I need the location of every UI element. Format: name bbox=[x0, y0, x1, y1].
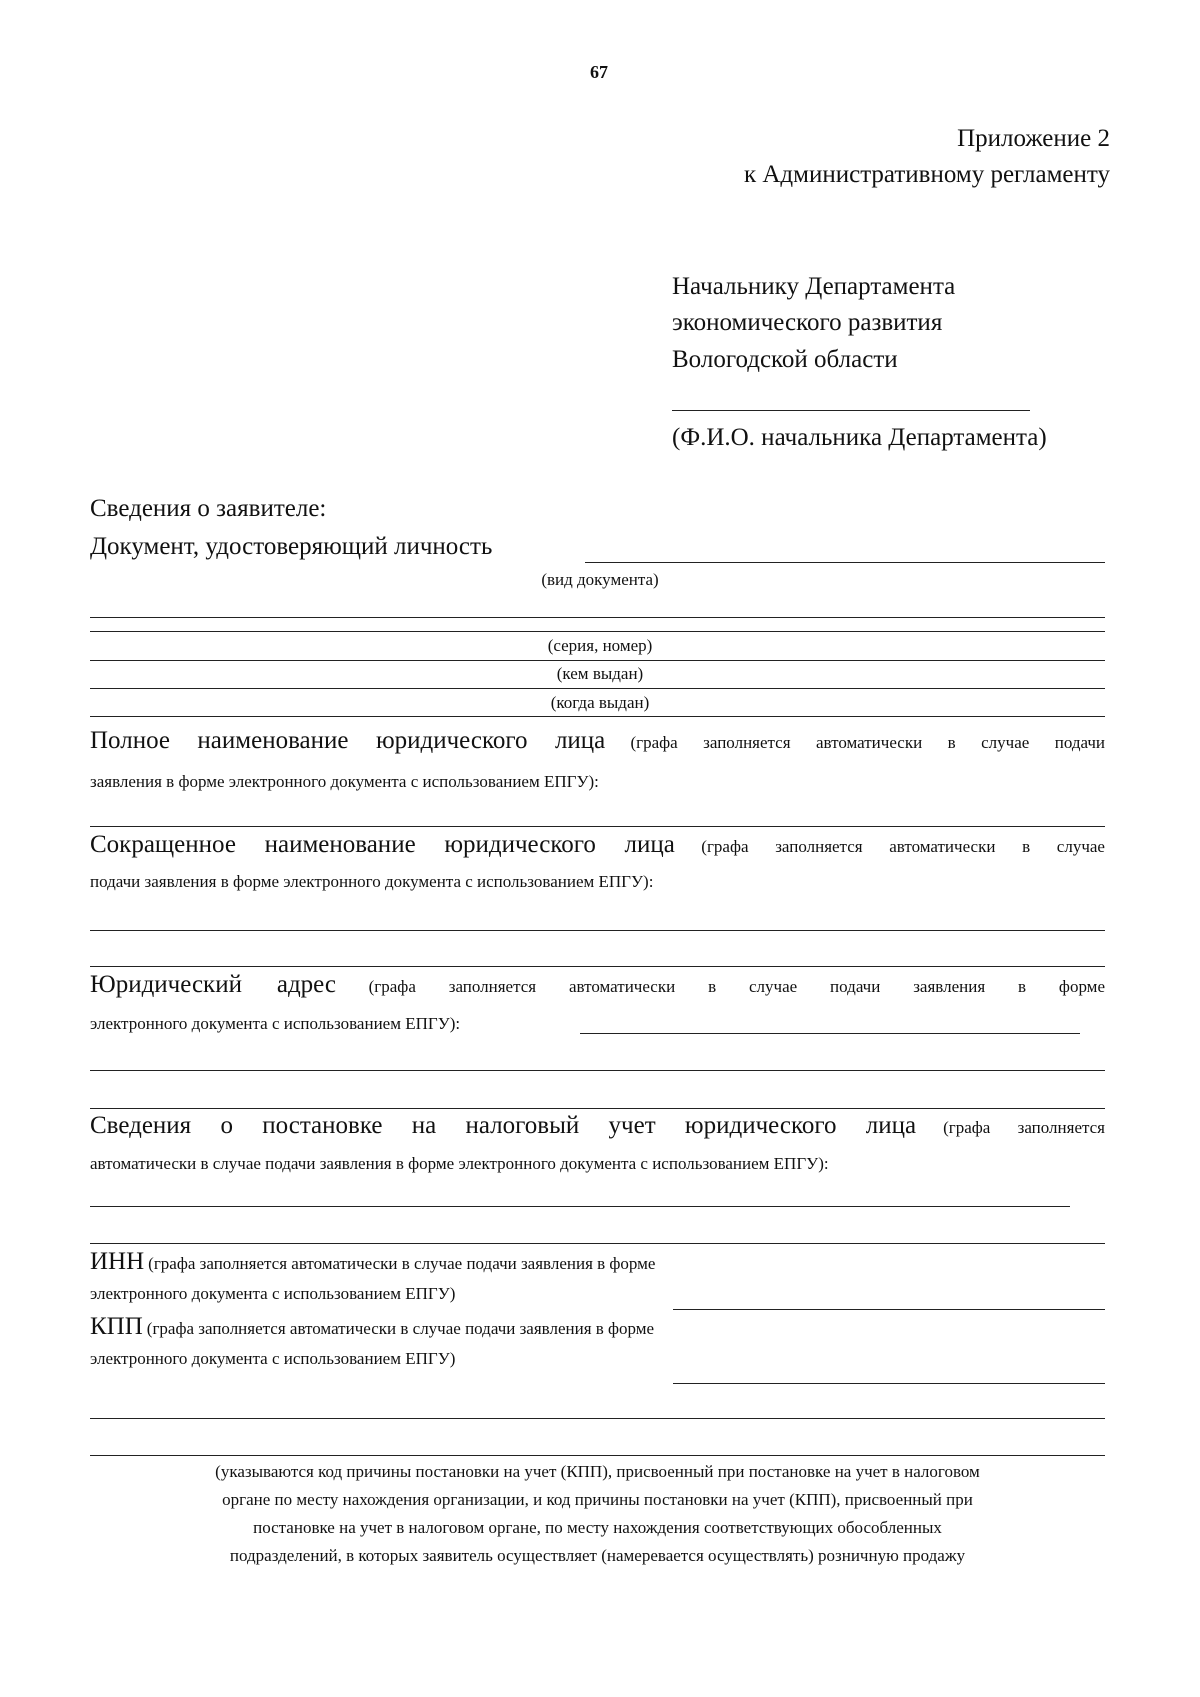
tax-registration-line-1[interactable] bbox=[90, 1206, 1070, 1207]
kpp-line-2[interactable] bbox=[90, 1418, 1105, 1419]
kpp-caption-line-2: органе по месту нахождения организации, и код причины постановки на учет (КПП), присвоенный при bbox=[222, 1490, 973, 1509]
kpp-caption-line-4: подразделений, в которых заявитель осуществляет (намеревается осуществлять) розничную продажу bbox=[229, 1546, 966, 1565]
tax-registration-note-2: автоматически в случае подачи заявления в форме электронного документа с использованием ЕПГУ): bbox=[90, 1154, 829, 1173]
short-name-title: Сокращенное наименование юридического лица bbox=[90, 831, 675, 858]
applicant-heading: Сведения о заявителе: bbox=[90, 495, 327, 522]
full-name-title: Полное наименование юридического лица bbox=[90, 727, 606, 754]
tax-registration-title: Сведения о постановке на налоговый учет юридического лица bbox=[90, 1112, 917, 1139]
inn-row bbox=[90, 1247, 655, 1277]
id-document-label: Документ, удостоверяющий личность bbox=[90, 533, 493, 560]
kpp-note-2: электронного документа с использованием ЕПГУ) bbox=[90, 1349, 456, 1368]
full-name-note: (графа заполняется автоматически в случае подачи bbox=[630, 733, 1106, 752]
inn-note: (графа заполняется автоматически в случае подачи заявления в форме bbox=[148, 1254, 656, 1273]
appendix-title: Приложение 2 bbox=[957, 125, 1110, 152]
doc-line-3[interactable] bbox=[90, 631, 1105, 632]
kpp-field-line[interactable] bbox=[673, 1383, 1105, 1384]
section-divider-1 bbox=[90, 716, 1105, 717]
full-name-row bbox=[90, 726, 1105, 756]
short-name-note-2: подачи заявления в форме электронного документа с использованием ЕПГУ): bbox=[90, 872, 654, 891]
doc-type-caption: (вид документа) bbox=[541, 570, 659, 589]
legal-address-line-1[interactable] bbox=[90, 1070, 1105, 1071]
kpp-line-3[interactable] bbox=[90, 1455, 1105, 1456]
legal-address-row bbox=[90, 970, 1105, 1000]
tax-registration-line-2[interactable] bbox=[90, 1243, 1105, 1244]
kpp-title: КПП bbox=[90, 1313, 143, 1340]
kpp-caption-line-3: постановке на учет в налоговом органе, по месту нахождения соответствующих обособленных bbox=[253, 1518, 942, 1537]
full-name-line[interactable] bbox=[90, 826, 1105, 827]
kpp-caption-line-1: (указываются код причины постановки на учет (КПП), присвоенный при постановке на учет в налоговом bbox=[215, 1462, 980, 1481]
tax-registration-row bbox=[90, 1111, 1105, 1141]
doc-line-2[interactable] bbox=[90, 617, 1105, 618]
series-caption: (серия, номер) bbox=[547, 636, 653, 655]
short-name-note: (графа заполняется автоматически в случае bbox=[701, 837, 1105, 856]
legal-address-inline-line[interactable] bbox=[580, 1033, 1080, 1034]
short-name-line-2[interactable] bbox=[90, 966, 1105, 967]
doc-type-line[interactable] bbox=[585, 562, 1105, 563]
legal-address-line-2[interactable] bbox=[90, 1108, 1105, 1109]
issued-when-line[interactable] bbox=[90, 688, 1105, 689]
short-name-row bbox=[90, 830, 1105, 860]
page-number: 67 bbox=[590, 62, 608, 82]
kpp-note: (графа заполняется автоматически в случае подачи заявления в форме bbox=[146, 1319, 655, 1338]
appendix-subtitle: к Административному регламенту bbox=[743, 161, 1110, 188]
legal-address-note-2: электронного документа с использованием ЕПГУ): bbox=[90, 1014, 461, 1033]
tax-registration-note: (графа заполняется bbox=[943, 1118, 1105, 1137]
inn-field-line[interactable] bbox=[673, 1309, 1105, 1310]
fio-caption: (Ф.И.О. начальника Департамента) bbox=[672, 424, 1047, 451]
issued-when-caption: (когда выдан) bbox=[550, 693, 650, 712]
short-name-line-1[interactable] bbox=[90, 930, 1105, 931]
legal-address-note: (графа заполняется автоматически в случае подачи заявления в форме bbox=[368, 977, 1105, 996]
legal-address-title: Юридический адрес bbox=[90, 971, 336, 998]
inn-note-2: электронного документа с использованием ЕПГУ) bbox=[90, 1284, 456, 1303]
kpp-row bbox=[90, 1312, 654, 1342]
addressee-line-1: Начальнику Департамента bbox=[672, 273, 956, 300]
issued-by-line[interactable] bbox=[90, 660, 1105, 661]
addressee-line-3: Вологодской области bbox=[672, 346, 898, 373]
full-name-note-2: заявления в форме электронного документа с использованием ЕПГУ): bbox=[90, 772, 599, 791]
inn-title: ИНН bbox=[90, 1248, 145, 1275]
addressee-line-2: экономического развития bbox=[672, 309, 943, 336]
issued-by-caption: (кем выдан) bbox=[556, 664, 644, 683]
fio-blank-line[interactable] bbox=[672, 410, 1030, 411]
kpp-caption bbox=[85, 1458, 1110, 1570]
